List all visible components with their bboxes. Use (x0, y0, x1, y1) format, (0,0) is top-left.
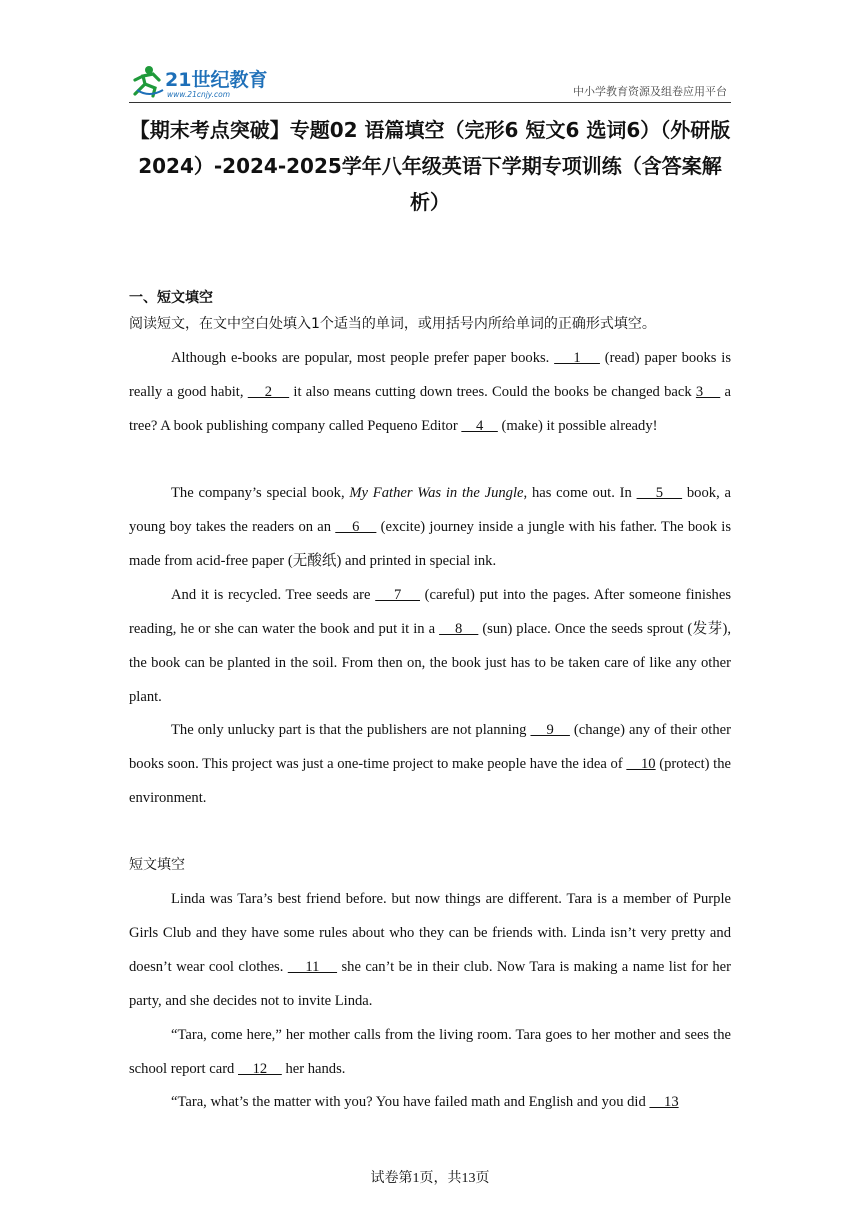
paragraph-3: And it is recycled. Tree seeds are 7 (careful) put into the pages. After someone finishes reading, he or she can water the book and put it in a 8 (sun) place. Once the seeds sprout (发芽), the book can be planted in the soil. From then on, the book just has to be taken care of like any other plant. (129, 587, 732, 705)
instructions: 阅读短文，在文中空白处填入1个适当的单词，或用括号内所给单词的正确形式填空。 (129, 316, 656, 332)
page-footer: 试卷第1页，共13页 (370, 1171, 490, 1186)
paragraph-2: The company’s special book, My Father Was in the Jungle, has come out. In 5 book, a young boy takes the readers on an 6 (excite) journey inside a jungle with his father. The book is made from acid-free paper (无酸纸) and printed in special ink. (129, 485, 731, 569)
page-title: 【期末考点突破】专题02 语篇填空（完形6 短文6 选词6）（外研版2024）-2024-2025学年八年级英语下学期专项训练（含答案解析） (129, 118, 731, 214)
blank-6[interactable]: 6 (335, 519, 377, 535)
section-heading-2: 短文填空 (129, 857, 185, 873)
logo-text: 21世纪教育 (165, 69, 268, 91)
paragraph-5: Linda was Tara’s best friend before. but now things are different. Tara is a member of Purple Girls Club and they have some rules about who they can be friends with. Linda isn’t very pretty and doesn’t wear cool clothes. 11 she can’t be in their club. Now Tara is making a name list for her party, and she decides not to invite Linda. (129, 891, 731, 1009)
page-header (129, 62, 731, 103)
blank-3[interactable]: 3 (695, 384, 721, 400)
brand-logo (129, 64, 269, 100)
section-heading: 一、短文填空 (129, 290, 213, 306)
blank-4[interactable]: 4 (461, 418, 498, 434)
book-title: My Father Was in the Jungle (349, 485, 524, 501)
paragraph-7: “Tara, what’s the matter with you? You have failed math and English and you did 13 (171, 1094, 679, 1110)
logo-url: www.21cnjy.com (167, 90, 231, 99)
paragraph-1: Although e-books are popular, most people prefer paper books. 1 (read) paper books is really a good habit, 2 it also means cutting down trees. Could the books be changed back 3 a tree? A book publishing company called Pequeno Editor 4 (make) it possible already! (129, 350, 732, 434)
platform-name: 中小学教育资源及组卷应用平台 (573, 85, 727, 98)
blank-5[interactable]: 5 (636, 485, 683, 501)
blank-8[interactable]: 8 (439, 621, 479, 637)
blank-1[interactable]: 1 (554, 350, 600, 366)
blank-7[interactable]: 7 (375, 587, 420, 603)
blank-10[interactable]: 10 (626, 756, 656, 772)
blank-11[interactable]: 11 (287, 959, 338, 975)
paragraph-4: The only unlucky part is that the publishers are not planning 9 (change) any of their other books soon. This project was just a one-time project to make people have the idea of 10 (protect) the environment. (129, 722, 732, 806)
blank-13[interactable]: 13 (649, 1094, 679, 1110)
blank-2[interactable]: 2 (247, 384, 290, 400)
blank-9[interactable]: 9 (530, 722, 570, 738)
blank-12[interactable]: 12 (238, 1061, 282, 1077)
paragraph-6: “Tara, come here,” her mother calls from the living room. Tara goes to her mother and sees the school report card 12 her hands. (129, 1027, 731, 1077)
